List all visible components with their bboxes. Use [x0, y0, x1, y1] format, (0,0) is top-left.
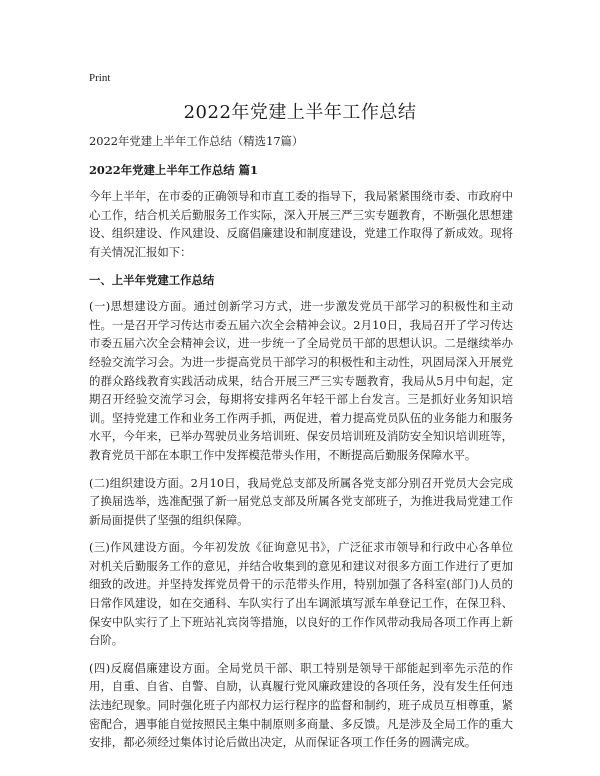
paragraph-ideology: (一)思想建设方面。通过创新学习方式，进一步激发党员干部学习的积极性和主动性。一是召开学习传达市委五届六次全会精神会议。2月10日，我局召开了学习传达市委五届六次全会精神会议，进一步统一了全局党员干部的思想认识。二是继续举办经验交流学习会。为进一步提高党员干部学习的积极性和主动性，巩固局深入开展党的群众路线教育实践活动成果，结合开展三严三实专题教育，我局从5月中旬起，定期召开经验交流学习会，每期将安排两名年轻干部上台发言。三是抓好业务知识培训。坚持党建工作和业务工作两手抓，两促进，着力提高党员队伍的业务能力和服务水平，今年来，已举办驾驶员业务培训班、保安员培训班及消防安全知识培训班等，教育党员干部在本职工作中发挥模范带头作用，不断提高后勤服务保障水平。 — [89, 299, 513, 462]
paragraph-work-style: (三)作风建设方面。今年初发放《征询意见书》，广泛征求市领导和行政中心各单位对机关后勤服务工作的意见，并结合收集到的意见和建议对很多方面工作进行了更加细致的改进。并坚持发挥党员骨干的示范带头作用，特别加强了各科室(部门)人员的日常作风建设，如在交通科、车队实行了出车调派填写派车单登记工作，在保卫科、保安中队实行了上下班站礼宾岗等措施，以良好的工作作风带动我局各项工作再上新台阶。 — [89, 540, 513, 648]
paragraph-organization: (二)组织建设方面。2月10日，我局党总支部及所属各党支部分别召开党员大会完成了换届选举，选准配强了新一届党总支部及所属各党支部班子，为推进我局党建工作新局面提供了坚强的组织保障。 — [89, 475, 513, 527]
section-heading: 一、上半年党建工作总结 — [89, 272, 215, 287]
document-subtitle: 2022年党建上半年工作总结（精选17篇） — [89, 134, 304, 148]
paragraph-anti-corruption: (四)反腐倡廉建设方面。全局党员干部、职工特别是领导干部能起到率先示范的作用，自重、自省、自警、自励，认真履行党风廉政建设的各项任务，没有发生任何违法违纪现象。同时强化班子内部权力运行程序的监督和制约，班子成员互相尊重，紧密配合，遇事能自觉按照民主集中制原则多商量、多反馈。凡是涉及全局工作的重大安排，都必须经过集体讨论后做出决定，从而保证各项工作任务的圆满完成。 — [89, 660, 513, 750]
article-heading: 2022年党建上半年工作总结 篇1 — [89, 162, 258, 177]
page-title: 2022年党建上半年工作总结 — [183, 102, 417, 123]
document-body — [89, 132, 513, 761]
print-link[interactable]: Print — [89, 72, 111, 84]
intro-paragraph: 今年上半年，在市委的正确领导和市直工委的指导下，我局紧紧围绕市委、市政府中心工作，结合机关后勤服务工作实际，深入开展三严三实专题教育，不断强化思想建设、组织建设、作风建设、反腐倡廉建设和制度建设，党建工作取得了新成效。现将有关情况汇报如下： — [89, 189, 513, 259]
